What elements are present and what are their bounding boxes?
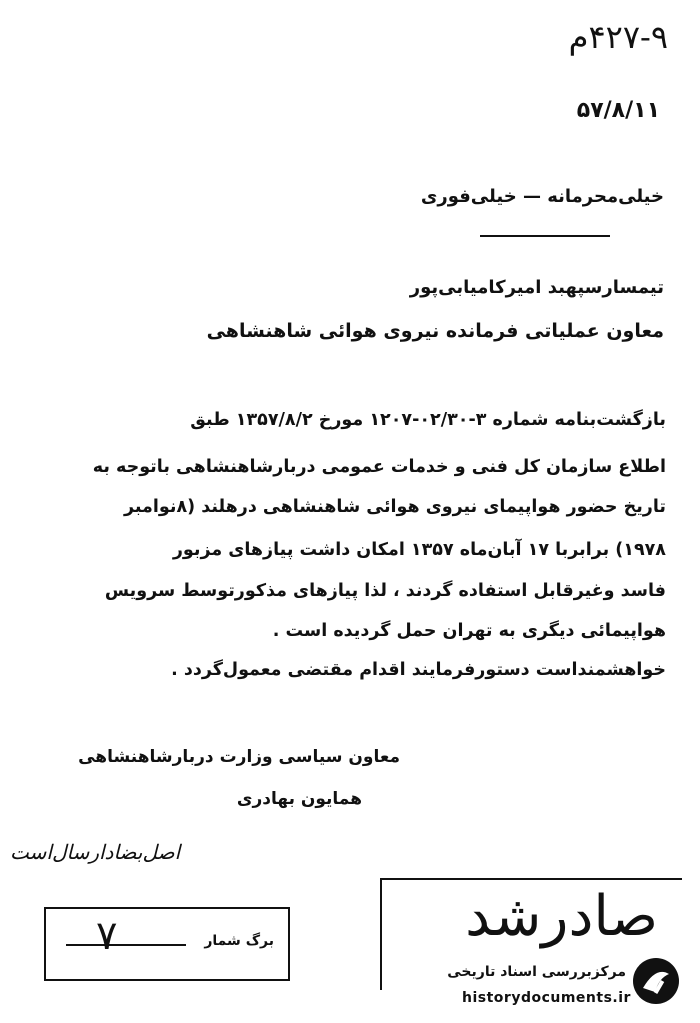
body-line: اطلاع سازمان کل فنی و خدمات عمومی دربارشاهنشاهی باتوجه به [92, 457, 666, 477]
signature-title: معاون سیاسی وزارت دربارشاهنشاهی [78, 747, 400, 767]
page-count-label: برگ شمار [204, 933, 274, 949]
divider [480, 235, 610, 237]
box-divider [66, 944, 186, 946]
body-line: خواهشمنداست دستورفرمایند اقدام مقتضی معمول‌گردد . [171, 660, 666, 680]
page-count-number: ۷ [96, 913, 118, 959]
body-line: ۱۹۷۸) برابربا ۱۷ آبان‌ماه ۱۳۵۷ امکان داشت پیازهای مزبور [172, 540, 666, 560]
body-line: هواپیمائی دیگری به تهران حمل گردیده است . [272, 621, 666, 641]
classification-label: خیلی‌محرمانه — خیلی‌فوری [420, 186, 664, 207]
document-date: ۵۷/۸/۱۱ [576, 98, 660, 123]
addressee-name: تیمسارسپهبد امیرکامیابی‌پور [409, 277, 664, 298]
body-line: بازگشت‌بنامه شماره ۳-۰۲/۳۰-۱۲۰۷ مورخ ۱۳۵۷/۸/۲ طبق [190, 410, 666, 430]
addressee-title: معاون عملیاتی فرمانده نیروی هوائی شاهنشاهی [206, 320, 664, 342]
body-line: تاریخ حضور هواپیمای نیروی هوائی شاهنشاهی درهلند (۸نوامبر [124, 497, 666, 517]
watermark-org-name: مرکزبررسی اسناد تاریخی [447, 964, 626, 980]
archive-logo-icon [633, 958, 679, 1004]
body-line: فاسد وغیرقابل استفاده گردند ، لذا پیازهای مذکورتوسط سرویس [104, 581, 666, 601]
page-count-box [44, 907, 290, 981]
signature-name: همایون بهادری [236, 789, 362, 809]
stamp-text: صادرشد [465, 884, 658, 949]
handwritten-document-number: ۴۲۷-۹م [568, 18, 668, 56]
watermark-url: historydocuments.ir [462, 990, 631, 1006]
handwritten-note: اصل‌بضاد‌ارسال‌است [10, 840, 181, 864]
